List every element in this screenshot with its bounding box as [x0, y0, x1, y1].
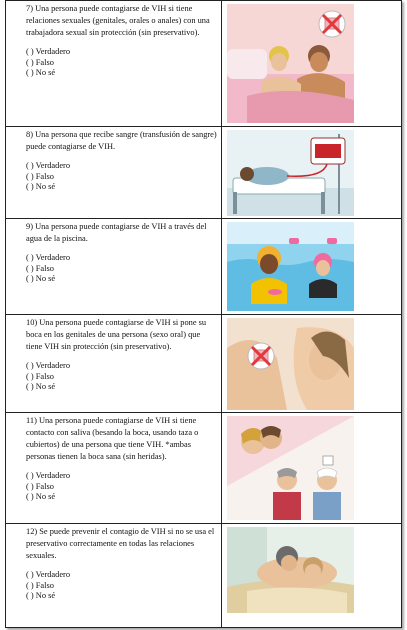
- option-verdadero[interactable]: ( ) Verdadero: [26, 361, 71, 370]
- option-no-se[interactable]: ( ) No sé: [26, 182, 56, 191]
- option-falso[interactable]: ( ) Falso: [26, 263, 54, 273]
- question-row-11: [6, 413, 401, 524]
- option-no-se[interactable]: ( ) No sé: [26, 274, 56, 283]
- option-no-se[interactable]: ( ) No sé: [26, 492, 56, 501]
- question-row-8: [6, 127, 401, 219]
- question-row-12: [6, 524, 401, 627]
- option-no-se[interactable]: ( ) No sé: [26, 382, 56, 391]
- illustration-oral-sex: [227, 318, 354, 410]
- illustration-blood-transfusion: [227, 130, 354, 216]
- option-falso[interactable]: ( ) Falso: [26, 481, 54, 491]
- option-no-se[interactable]: ( ) No sé: [26, 591, 56, 600]
- question-row-10: [6, 315, 401, 413]
- illustration-couple-embracing: [227, 527, 354, 613]
- option-no-se[interactable]: ( ) No sé: [26, 68, 56, 77]
- couple-in-bed-image: [227, 4, 354, 123]
- option-verdadero[interactable]: ( ) Verdadero: [26, 161, 71, 170]
- question-text: 11) Una persona puede contagiarse de VIH si tiene contacto con saliva (besando la boca, usando taza o cubiertos) de una persona que tiene VIH. *ambas personas tienen la boca sana (sin heridas).: [26, 416, 199, 461]
- option-verdadero[interactable]: ( ) Verdadero: [26, 570, 71, 579]
- swimming-pool-image: [227, 222, 354, 311]
- option-falso[interactable]: ( ) Falso: [26, 57, 54, 67]
- option-verdadero[interactable]: ( ) Verdadero: [26, 47, 71, 56]
- question-text: 12) Se puede prevenir el contagio de VIH si no se usa el preservativo correctamente en todas las relaciones sexuales.: [26, 527, 215, 560]
- question-text: 7) Una persona puede contagiarse de VIH si tiene relaciones sexuales (genitales, orales o anales) con una trabajadora sexual sin protección (sin preservativo).: [26, 4, 210, 37]
- kissing-sharing-image: [227, 416, 354, 520]
- couple-embracing-image: [227, 527, 354, 613]
- question-text: 10) Una persona puede contagiarse de VIH si pone su boca en los genitales de una persona (sexo oral) que tiene VIH sin protección (sin preservativo).: [26, 318, 207, 351]
- illustration-couple-in-bed: [227, 4, 354, 123]
- illustration-swimming-pool: [227, 222, 354, 311]
- question-cell: [6, 413, 222, 523]
- option-verdadero[interactable]: ( ) Verdadero: [26, 253, 71, 262]
- option-falso[interactable]: ( ) Falso: [26, 171, 54, 181]
- question-text: 9) Una persona puede contagiarse de VIH a través del agua de la piscina.: [26, 222, 207, 243]
- question-cell: [6, 1, 222, 126]
- oral-sex-image: [227, 318, 354, 410]
- question-text: 8) Una persona que recibe sangre (transfusión de sangre) puede contagiarse de VIH.: [26, 130, 217, 151]
- question-cell: [6, 524, 222, 627]
- question-cell: [6, 219, 222, 314]
- question-cell: [6, 127, 222, 218]
- option-falso[interactable]: ( ) Falso: [26, 371, 54, 381]
- questionnaire-table: [5, 0, 402, 628]
- illustration-kissing-sharing: [227, 416, 354, 520]
- option-verdadero[interactable]: ( ) Verdadero: [26, 471, 71, 480]
- question-row-7: [6, 1, 401, 127]
- question-row-9: [6, 219, 401, 315]
- blood-transfusion-image: [227, 130, 354, 216]
- question-cell: [6, 315, 222, 412]
- option-falso[interactable]: ( ) Falso: [26, 580, 54, 590]
